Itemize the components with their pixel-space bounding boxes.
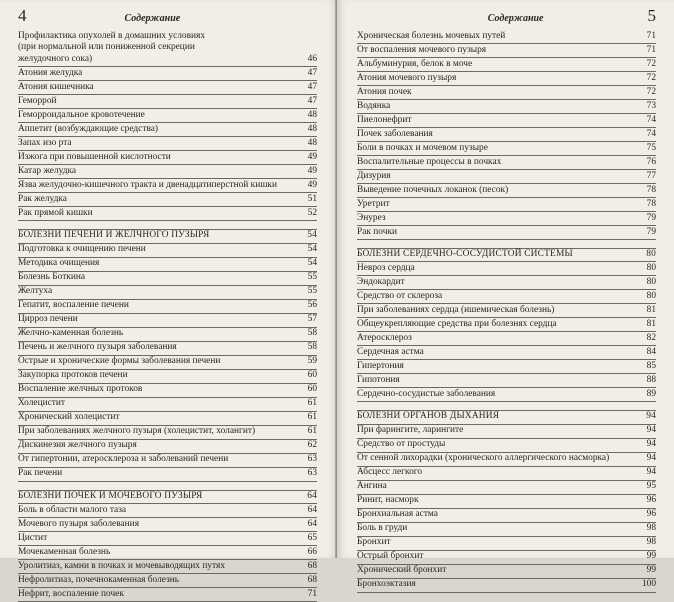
left-page [0,0,337,599]
toc-entry-title: Атония мочевого пузыря [357,72,457,83]
toc-entry-page: 47 [307,81,317,92]
toc-entry-page: 95 [646,481,656,492]
toc-entry-title: Аппетит (возбуждающие средства) [18,123,159,134]
right-header [357,6,656,30]
toc-entry [357,332,656,346]
toc-entry [18,81,317,95]
toc-entry-page: 99 [646,565,656,576]
toc-entry-page: 81 [646,305,656,315]
toc-entry-page: 52 [307,207,317,218]
toc-entry [18,370,317,384]
toc-entry-title: Боль в области малого таза [18,504,127,515]
toc-entry-title: При заболеваниях сердца (ишемическая болезнь) [357,305,555,315]
toc-entry-title: Боли в почках и мочевом пузыре [357,142,488,153]
toc-entry [357,226,656,240]
toc-entry-title: От воспаления мочевого пузыря [357,44,487,55]
toc-entry [18,258,317,272]
toc-entry-title: Бронхоэктазия [357,579,416,590]
toc-entry [357,114,656,128]
toc-entry [357,425,656,439]
toc-entry-page: 71 [646,30,656,41]
toc-entry-title: Абсцесс легкого [357,467,423,478]
toc-entry-page: 49 [307,165,317,176]
toc-entry [357,100,656,114]
toc-entry-title: От сенной лихорадки (хронического аллергического насморка) [357,453,610,464]
toc-entry-title: Цирроз печени [18,314,78,325]
toc-entry-title: Атония желудка [18,67,83,78]
toc-entry [357,276,656,290]
toc-entry-page: 96 [646,495,656,506]
toc-entry-title: Острые и хронические формы заболевания печени [18,356,221,367]
toc-entry-title: Хроническая болезнь мочевых путей [357,30,506,41]
toc-entry [357,184,656,198]
toc-entry-title: Сердечно-сосудистые заболевания [357,389,496,399]
toc-entry-page: 64 [307,518,317,529]
toc-entry-title: БОЛЕЗНИ СЕРДЕЧНО-СОСУДИСТОЙ СИСТЕМЫ [357,249,573,259]
toc-entry-page: 60 [307,384,317,395]
toc-entry [18,109,317,123]
toc-entry-title: Воспаление желчных протоков [18,384,143,395]
toc-entry-title: Язва желудочно-кишечного тракта и двенадцатиперстной кишки [18,179,278,190]
toc-entry [357,467,656,481]
toc-entry [357,453,656,467]
toc-entry [18,532,317,546]
toc-entry-title: Рак печени [18,468,63,479]
toc-entry [18,560,317,574]
toc-entry-page: 59 [307,356,317,367]
toc-entry [357,374,656,388]
toc-entry-page: 54 [307,230,317,241]
left-running-title: Содержание [124,13,181,24]
toc-entry-title: Водянка [357,100,391,111]
toc-entry [18,468,317,482]
toc-entry-title: БОЛЕЗНИ ПОЧЕК И МОЧЕВОГО ПУЗЫРЯ [18,490,203,501]
toc-entry-page: 48 [307,137,317,148]
toc-entry-title: Бронхиальная астма [357,509,438,520]
toc-entry-title: При заболеваниях желчного пузыря (холецистит, холангит) [18,426,256,437]
toc-entry-title: Средство от простуды [357,439,446,450]
toc-entry-title: Рак прямой кишки [18,207,93,218]
toc-entry-page: 98 [646,537,656,548]
toc-entry-page: 65 [307,532,317,543]
toc-entry [357,551,656,565]
toc-entry-page: 48 [307,109,317,120]
toc-entry-title: Гепатит, воспаление печени [18,300,129,311]
toc-entry [18,137,317,151]
toc-entry [357,346,656,360]
toc-entry-page: 72 [646,72,656,83]
toc-entry-title: Мочевого пузыря заболевания [18,518,140,529]
toc-entry-page: 72 [646,86,656,97]
toc-entry [357,388,656,402]
toc-entry [357,290,656,304]
toc-entry-title: Закупорка протоков печени [18,370,128,381]
toc-entry-page: 77 [646,170,656,181]
toc-entry [18,272,317,286]
toc-entry-title: Рак желудка [18,193,67,204]
toc-entry-title: Нефролитиаз, почечнокаменная болезнь [18,574,180,585]
toc-entry-title: БОЛЕЗНИ ОРГАНОВ ДЫХАНИЯ [357,411,500,422]
toc-entry-title: Невроз сердца [357,263,415,273]
toc-entry-page: 94 [646,411,656,422]
toc-entry-page: 100 [641,579,656,590]
toc-entry-page: 47 [307,95,317,106]
toc-entry [18,574,317,588]
toc-entry-page: 88 [646,375,656,385]
toc-entry-title: Желчно-каменная болезнь [18,328,124,339]
left-toc [18,30,317,602]
toc-entry [18,342,317,356]
toc-entry-title: Боль в груди [357,523,408,534]
toc-entry [357,156,656,170]
toc-entry [357,565,656,579]
toc-entry [357,318,656,332]
toc-entry [18,193,317,207]
toc-entry [357,439,656,453]
toc-entry-page: 74 [646,128,656,139]
toc-entry-page: 79 [646,226,656,237]
toc-entry-page: 61 [307,426,317,437]
toc-entry [18,384,317,398]
toc-entry [18,300,317,314]
toc-entry-page: 84 [646,347,656,357]
toc-entry-page: 63 [307,468,317,479]
toc-entry [357,495,656,509]
toc-entry-title: Почек заболевания [357,128,433,139]
toc-entry [18,412,317,426]
toc-entry-page: 61 [307,412,317,423]
toc-entry-page: 68 [307,574,317,585]
toc-entry-title: Атония кишечника [18,81,94,92]
toc-entry-page: 76 [646,156,656,167]
toc-entry-page: 80 [646,291,656,301]
toc-entry-page: 94 [646,439,656,450]
toc-entry-page: 94 [646,425,656,436]
toc-entry-title: Гипертония [357,361,404,371]
toc-entry-title: Ангина [357,481,387,492]
toc-entry [357,58,656,72]
toc-entry-title: Сердечная астма [357,347,424,357]
toc-entry [357,523,656,537]
toc-entry-title: Геморроидальное кровотечение [18,109,145,120]
toc-entry-page: 72 [646,58,656,69]
toc-entry [357,86,656,100]
toc-entry [18,504,317,518]
toc-entry-title: Изжога при повышенной кислотности [18,151,171,162]
toc-entry-page: 55 [307,272,317,283]
right-toc [357,30,656,593]
toc-entry [357,481,656,495]
toc-section-heading [357,410,656,424]
toc-entry [357,198,656,212]
toc-entry-page: 81 [646,319,656,329]
toc-entry-title: Выведение почечных локанок (песок) [357,184,509,195]
toc-entry-title: Альбуминурия, белок в моче [357,58,473,69]
toc-entry [357,44,656,58]
toc-entry [18,286,317,300]
right-running-title: Содержание [487,13,544,24]
toc-entry-title: Эндокардит [357,277,405,287]
toc-entry-title: БОЛЕЗНИ ПЕЧЕНИ И ЖЕЛЧНОГО ПУЗЫРЯ [18,230,210,241]
toc-entry-title: Запах изо рта [18,137,72,148]
toc-entry [18,314,317,328]
toc-entry [18,179,317,193]
toc-entry-title: Болезнь Боткина [18,272,86,283]
toc-entry-title: От гипертонии, атеросклероза и заболеваний печени [18,454,229,465]
toc-entry-title: Ринит, насморк [357,495,419,506]
toc-entry-title: Уретрит [357,198,390,209]
toc-entry-title: Атония почек [357,86,412,97]
toc-entry-page: 46 [307,53,317,64]
toc-entry [18,398,317,412]
toc-entry-page: 89 [646,389,656,399]
toc-entry-page: 54 [307,244,317,255]
toc-entry [357,72,656,86]
toc-entry-title: Средство от склероза [357,291,443,301]
toc-entry-title: Атеросклероз [357,333,412,343]
toc-entry-page: 60 [307,370,317,381]
toc-entry [357,212,656,226]
toc-entry-page: 85 [646,361,656,371]
toc-entry-page: 79 [646,212,656,223]
toc-entry-title: Гипотония [357,375,400,385]
toc-entry-title: Методика очищения [18,258,100,269]
toc-entry [18,244,317,258]
toc-entry [357,170,656,184]
toc-entry-page: 94 [646,467,656,478]
toc-section-heading [357,248,656,262]
toc-entry [357,128,656,142]
toc-entry-title: Энурез [357,212,386,223]
right-page-number: 5 [647,6,656,25]
toc-entry-page: 68 [307,560,317,571]
toc-entry [18,426,317,440]
toc-entry [18,440,317,454]
toc-entry-page: 73 [646,100,656,111]
toc-entry [357,304,656,318]
toc-entry [357,509,656,523]
toc-section-heading [18,229,317,243]
toc-entry-title: Хронический холецистит [18,412,120,423]
toc-entry-title: Печень и желчного пузыря заболевания [18,342,177,353]
toc-entry [18,328,317,342]
toc-entry-page: 47 [307,67,317,78]
toc-entry-page: 48 [307,123,317,134]
toc-entry-page: 78 [646,184,656,195]
toc-entry [18,67,317,81]
toc-entry-title: Бронхит [357,537,391,548]
toc-entry-page: 54 [307,258,317,269]
toc-entry [18,207,317,221]
toc-entry-title: Пиелонефрит [357,114,412,125]
toc-entry-title: Геморрой [18,95,57,106]
toc-entry [357,262,656,276]
toc-entry-page: 64 [307,490,317,501]
toc-entry-title: Рак почки [357,226,398,237]
toc-entry-page: 98 [646,523,656,534]
toc-entry-page: 82 [646,333,656,343]
toc-entry-page: 66 [307,546,317,557]
toc-entry-title: Холецистит [18,398,65,409]
toc-entry [18,123,317,137]
toc-entry-page: 74 [646,114,656,125]
toc-entry-page: 80 [646,249,656,259]
toc-entry-page: 75 [646,142,656,153]
toc-entry-page: 80 [646,277,656,287]
toc-entry-page: 56 [307,300,317,311]
toc-entry-title: Профилактика опухолей в домашних условиях (при нормальной или пониженной секреции желудочного сока) [18,31,206,64]
toc-entry-title: Воспалительные процессы в почках [357,156,502,167]
toc-entry [18,546,317,560]
left-header [18,6,317,30]
toc-entry [18,151,317,165]
toc-entry-title: Нефрит, воспаление почек [18,588,124,599]
toc-entry [357,360,656,374]
toc-entry-title: Цистит [18,532,48,543]
toc-entry-title: При фарингите, ларингите [357,425,464,436]
toc-entry [18,95,317,109]
toc-entry-title: Желтуха [18,286,53,297]
toc-entry-title: Общеукрепляющие средства при болезнях сердца [357,319,557,329]
toc-entry-page: 71 [646,44,656,55]
toc-entry-title: Подготовка к очищению печени [18,244,146,255]
toc-entry-page: 96 [646,509,656,520]
toc-entry-page: 51 [307,193,317,204]
toc-entry-page: 62 [307,440,317,451]
toc-entry-page: 58 [307,342,317,353]
right-page [337,0,674,590]
left-page-number: 4 [18,6,27,25]
toc-entry-page: 58 [307,328,317,339]
toc-entry [18,356,317,370]
toc-entry-title: Мочекаменная болезнь [18,546,111,557]
toc-entry-page: 61 [307,398,317,409]
toc-entry-page: 80 [646,263,656,273]
toc-entry [357,142,656,156]
toc-entry-page: 49 [307,151,317,162]
toc-entry-page: 64 [307,504,317,515]
toc-entry [18,30,317,67]
toc-section-heading [18,490,317,504]
toc-entry-page: 57 [307,314,317,325]
toc-entry-page: 63 [307,454,317,465]
toc-entry-title: Дизурия [357,170,391,181]
toc-entry [357,537,656,551]
toc-entry-title: Уролитиаз, камни в почках и мочевыводящих путях [18,560,226,571]
toc-entry [18,454,317,468]
toc-entry-page: 49 [307,179,317,190]
toc-entry [357,579,656,593]
toc-entry-title: Острый бронхит [357,551,424,562]
toc-entry-title: Катар желудка [18,165,77,176]
toc-entry [18,588,317,602]
toc-entry-page: 71 [307,588,317,599]
toc-entry [18,518,317,532]
toc-entry-title: Дискинезия желчного пузыря [18,440,137,451]
toc-entry-page: 94 [646,453,656,464]
toc-entry-page: 99 [646,551,656,562]
toc-entry-page: 78 [646,198,656,209]
toc-entry [357,30,656,44]
toc-entry-title: Хронический бронхит [357,565,447,576]
toc-entry-page: 55 [307,286,317,297]
toc-entry [18,165,317,179]
